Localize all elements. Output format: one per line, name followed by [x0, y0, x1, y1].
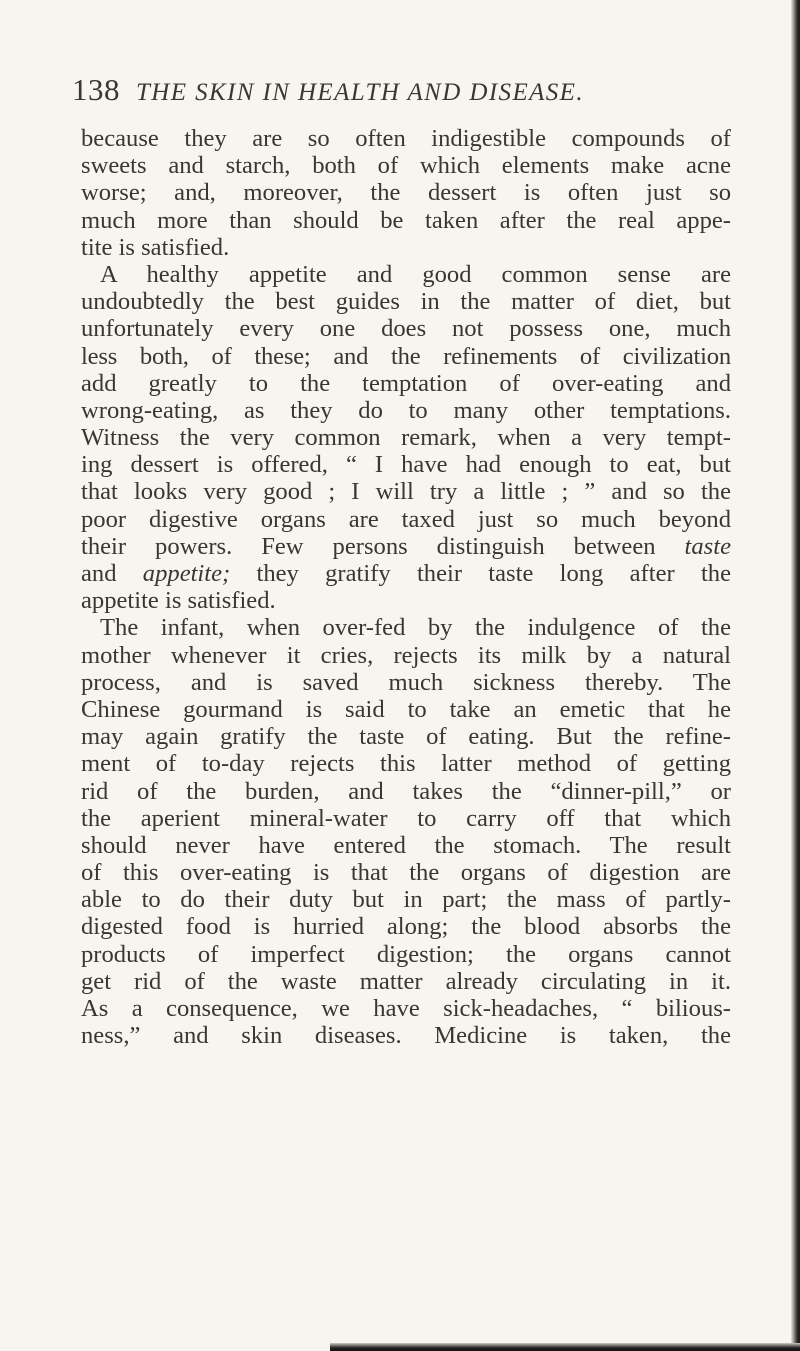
text-line: The infant, when over-fed by the indulgence of the: [100, 614, 731, 642]
text-line: unfortunately every one does not possess one, much: [81, 315, 731, 343]
text-line: rid of the burden, and takes the “dinner-pill,” or: [81, 777, 731, 805]
text-line: get rid of the waste matter already circulating in it.: [81, 967, 731, 995]
text-line: poor digestive organs are taxed just so much beyond: [81, 505, 731, 533]
text-line: wrong-eating, as they do to many other temptations.: [81, 396, 731, 424]
page-header: [72, 72, 672, 116]
text-line: because they are so often indigestible compounds of: [81, 125, 731, 152]
text-line: that looks very good ; I will try a little ; ” and so the: [81, 478, 731, 506]
text-segment: and: [81, 560, 117, 587]
text-line: appetite is satisfied.: [81, 587, 276, 615]
text-line: Chinese gourmand is said to take an emetic that he: [81, 695, 731, 723]
italic-word: appetite;: [142, 560, 231, 587]
text-line: [81, 560, 731, 587]
text-line: products of imperfect digestion; the organs cannot: [81, 940, 731, 968]
text-line: able to do their duty but in part; the mass of partly-: [81, 886, 731, 914]
text-line: A healthy appetite and good common sense are: [100, 260, 731, 288]
text-segment: they gratify their taste long after the: [256, 560, 731, 587]
text-line: tite is satisfied.: [81, 233, 230, 261]
text-line: mother whenever it cries, rejects its milk by a natural: [81, 641, 731, 669]
text-line: Witness the very common remark, when a very tempt-: [81, 424, 731, 452]
text-line: sweets and starch, both of which elements make acne: [81, 152, 731, 180]
text-line: digested food is hurried along; the blood absorbs the: [81, 913, 731, 941]
text-line: [81, 533, 731, 560]
text-line: less both, of these; and the refinements of civilization: [81, 342, 731, 370]
text-line: As a consequence, we have sick-headaches, “ bilious-: [81, 995, 731, 1022]
text-line: add greatly to the temptation of over-eating and: [81, 369, 731, 397]
text-line: of this over-eating is that the organs of digestion are: [81, 859, 731, 887]
text-line: may again gratify the taste of eating. But the refine-: [81, 723, 731, 751]
text-line: ness,” and skin diseases. Medicine is taken, the: [81, 1022, 731, 1050]
text-line: the aperient mineral-water to carry off that which: [81, 804, 731, 832]
text-line: worse; and, moreover, the dessert is often just so: [81, 179, 731, 207]
body-text: [81, 125, 731, 1049]
text-line: much more than should be taken after the real appe-: [81, 206, 731, 234]
page-bottom-shadow: [330, 1343, 800, 1351]
text-line: process, and is saved much sickness thereby. The: [81, 668, 731, 696]
text-line: undoubtedly the best guides in the matter of diet, but: [81, 288, 731, 316]
page-edge-shadow: [791, 0, 800, 1351]
text-line: should never have entered the stomach. The result: [81, 831, 731, 859]
page-number: 138: [72, 72, 120, 107]
text-segment: their powers. Few persons distinguish between: [81, 532, 656, 560]
text-line: ment of to-day rejects this latter method of getting: [81, 750, 731, 778]
text-line: ing dessert is offered, “ I have had enough to eat, but: [81, 451, 731, 479]
italic-word: taste: [684, 532, 731, 560]
running-head: THE SKIN IN HEALTH AND DISEASE.: [136, 79, 585, 106]
